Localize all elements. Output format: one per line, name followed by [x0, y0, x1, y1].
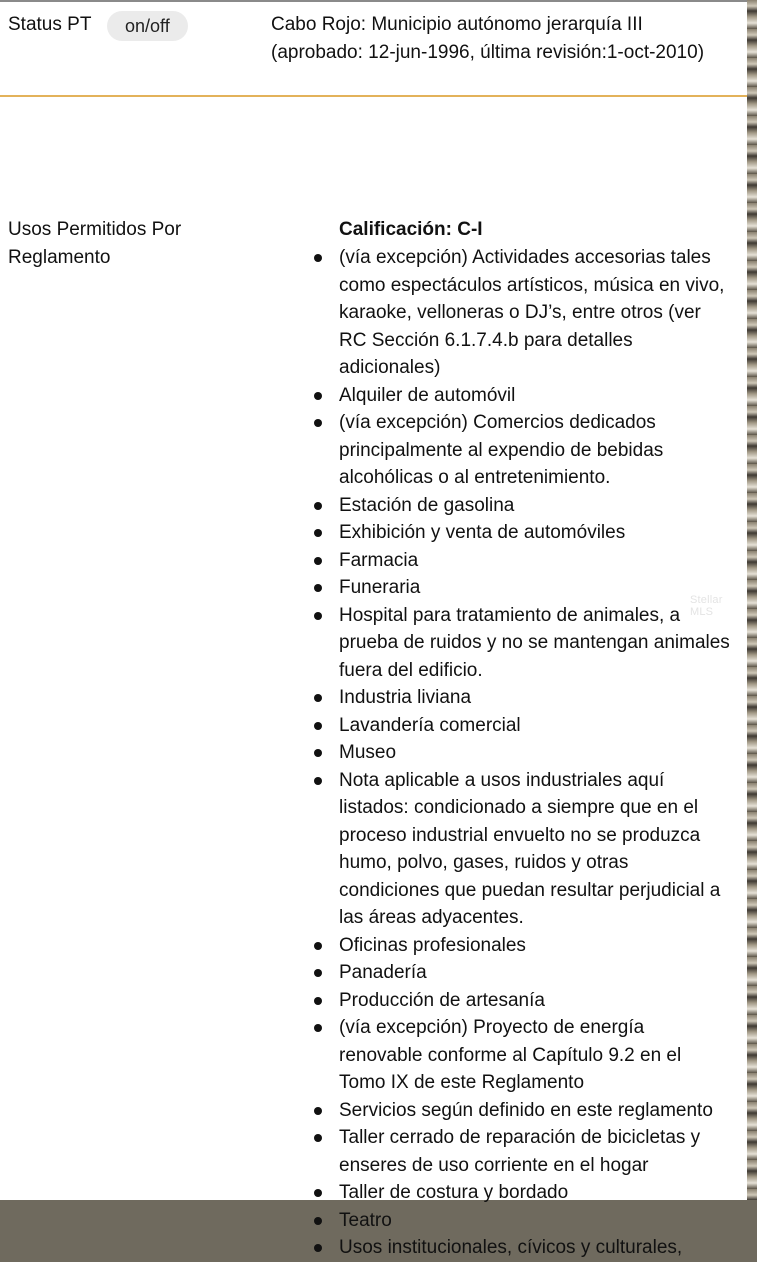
- list-item: (vía excepción) Comercios dedicados principalmente al expendio de bebidas alcohólicas o al entretenimiento.: [0, 409, 732, 492]
- on-off-toggle-button[interactable]: on/off: [107, 11, 188, 41]
- calificacion-title: Calificación: C-I: [339, 219, 483, 240]
- permitted-uses-list: [0, 244, 732, 1262]
- mls-watermark: Stellar MLS: [690, 594, 723, 618]
- list-item: Funeraria: [0, 574, 732, 602]
- status-pt-label: Status PT: [8, 14, 92, 35]
- status-pt-value: Cabo Rojo: Municipio autónomo jerarquía III (aprobado: 12-jun-1996, última revisión:1-oct-2010): [271, 14, 705, 63]
- list-item: Farmacia: [0, 547, 732, 575]
- list-item: (vía excepción) Actividades accesorias tales como espectáculos artísticos, música en vivo, karaoke, velloneras o DJ’s, entre otros (ver RC Sección 6.1.7.4.b para detalles adicionales): [0, 244, 732, 382]
- usos-permitidos-row: [0, 97, 747, 1258]
- background-photo-strip: [747, 0, 757, 1200]
- list-item: Nota aplicable a usos industriales aquí listados: condicionado a siempre que en el proceso industrial envuelto no se produzca humo, polvo, gases, ruidos y otras condiciones que puedan resultar perjudicial a las áreas adyacentes.: [0, 767, 732, 932]
- list-item: Hospital para tratamiento de animales, a prueba de ruidos y no se mantengan animales fuera del edificio.: [0, 602, 732, 685]
- list-item: Exhibición y venta de automóviles: [0, 519, 732, 547]
- list-item: Museo: [0, 739, 732, 767]
- list-item: Taller cerrado de reparación de bicicletas y enseres de uso corriente en el hogar: [0, 1124, 732, 1179]
- list-item: Usos institucionales, cívicos y culturales,: [0, 1234, 732, 1262]
- list-item: Producción de artesanía: [0, 987, 732, 1015]
- list-item: Servicios según definido en este reglamento: [0, 1097, 732, 1125]
- list-item: (vía excepción) Proyecto de energía renovable conforme al Capítulo 9.2 en el Tomo IX de este Reglamento: [0, 1014, 732, 1097]
- list-item: Lavandería comercial: [0, 712, 732, 740]
- list-item: Panadería: [0, 959, 732, 987]
- list-item: Oficinas profesionales: [0, 932, 732, 960]
- status-pt-row: [0, 2, 747, 97]
- list-item: Taller de costura y bordado: [0, 1179, 732, 1207]
- list-item: Estación de gasolina: [0, 492, 732, 520]
- list-item: Industria liviana: [0, 684, 732, 712]
- list-item: Teatro: [0, 1207, 732, 1235]
- list-item: Alquiler de automóvil: [0, 382, 732, 410]
- usos-permitidos-label: Usos Permitidos Por Reglamento: [8, 219, 182, 268]
